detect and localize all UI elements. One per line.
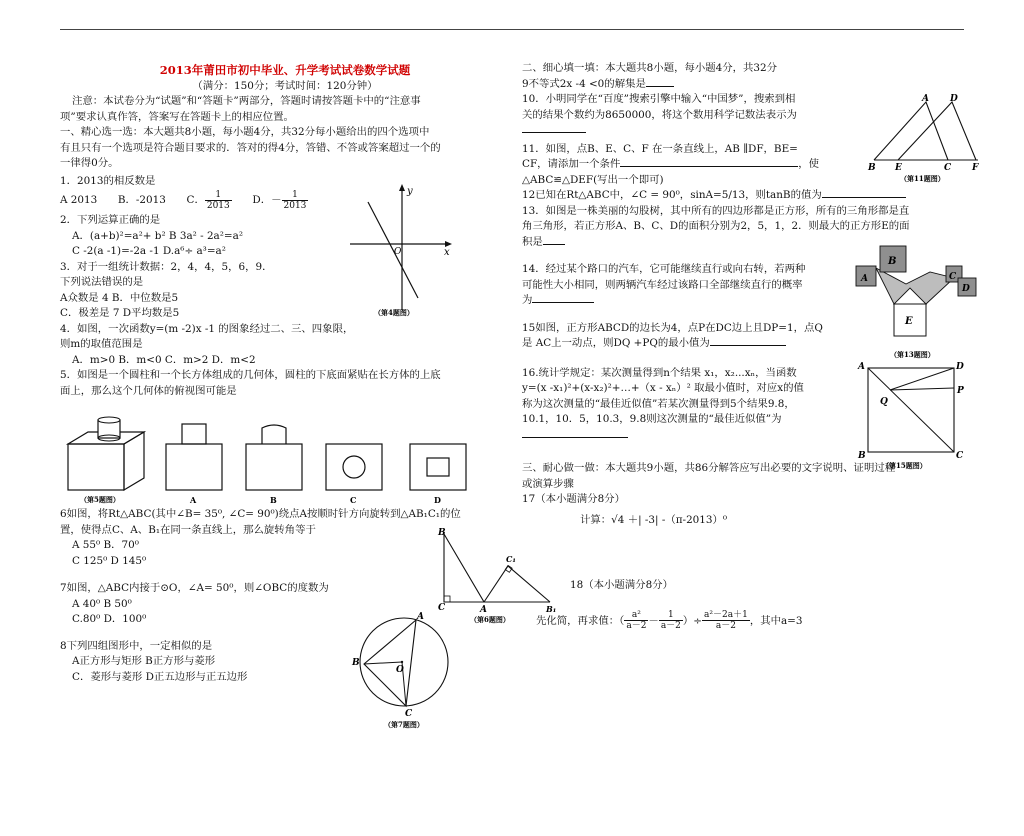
q13-line-1: 13．如图是一株美丽的勾股树，其中所有的四边形都是正方形，所有的三角形都是直: [522, 204, 910, 217]
fig4-label-y: y: [407, 186, 413, 197]
fig11-label-a: A: [922, 94, 929, 104]
fig5-label-d: D: [434, 495, 441, 505]
figure-q4: [340, 182, 460, 318]
q7-options-ab: A 40⁰ B 50⁰: [72, 597, 132, 610]
q2-stem: 2．下列运算正确的是: [60, 214, 161, 226]
q18-heading: 18（本小题满分8分）: [570, 579, 673, 591]
fig4-label-x: x: [444, 247, 450, 258]
fig15-label-c: C: [956, 451, 964, 461]
q1-option-d: D．－: [252, 194, 282, 206]
q6-stem-1: 6如图，将Rt△ABC(其中∠B= 35⁰, ∠C= 90⁰)绕点A按顺时针方向旋转到△AB₁C₁的位: [60, 508, 461, 520]
q7-stem: 7如图，△ABC内接于⊙O，∠A= 50⁰，则∠OBC的度数为: [60, 582, 329, 594]
q8-stem: 8下列四组图形中，一定相似的是: [60, 639, 213, 652]
q3-options-cd: C．极差是 7 D平均数是5: [60, 307, 180, 319]
q13-blank: [543, 244, 565, 245]
q14-blank: [532, 302, 594, 303]
fig5-caption: （第5题图）: [80, 495, 120, 504]
section3-line-2: 或演算步骤: [522, 477, 574, 490]
q17-heading: 17（本小题满分8分）: [522, 493, 625, 505]
fig11-label-d: D: [950, 94, 958, 104]
q15-line-2: 是 AC上一动点，则DQ +PQ的最小值为: [522, 336, 967, 352]
q8-options-ab: A正方形与矩形 B正方形与菱形: [72, 655, 216, 667]
q13-line-3: 积是: [522, 235, 967, 251]
fig15-label-p: P: [957, 386, 964, 396]
q18-fraction-2: $\frac{1}{a-2}$: [660, 610, 681, 631]
fig13-caption: （第13题图）: [890, 350, 935, 359]
q11-line-3: △ABC≌△DEF(写出一个即可): [522, 173, 664, 186]
q9-text: 9不等式2x -4 <0的解集是: [522, 77, 967, 93]
section1-line-1: 一、精心选一选：本大题共8小题，每小题4分，共32分每小题给出的四个选项中: [60, 126, 430, 138]
fig7-label-o: O: [396, 665, 404, 675]
fig5-label-c: C: [350, 495, 357, 505]
q18-expression: 先化简，再求值：（ $\frac{\text{a²}}{a-2}$ － $\frac{1}{a-2}$ ）÷ $\frac{\text{a²－2a＋1}}{a-2}$ ，其中a=3: [536, 610, 803, 631]
q15-blank: [710, 345, 786, 346]
fig7-label-c: C: [405, 709, 413, 719]
figure-q15: [856, 360, 968, 472]
fig6-label-c: C: [438, 603, 446, 613]
fig7-label-a: A: [417, 612, 424, 622]
q4-stem-2: 则m的取值范围是: [60, 338, 143, 350]
fig15-label-a: A: [858, 362, 865, 372]
q3-stem-1: 3．对于一组统计数据：2，4，4，5，6，9．: [60, 260, 273, 273]
q1-option-b: B．-2013: [117, 194, 166, 206]
fig13-label-d: D: [962, 284, 970, 294]
figure-q7: [350, 608, 460, 730]
fig11-label-f: F: [972, 163, 979, 173]
q9-blank: [646, 86, 674, 87]
fig13-label-c: C: [949, 272, 957, 282]
q16-line-2: y=(x -x₁)²+(x-x₂)²+…+（x - xₙ）² 取最小值时，对应x的值: [522, 382, 804, 394]
section2-heading: 二、细心填一填：本大题共8小题，每小题4分，共32分: [522, 62, 778, 74]
fig6-label-c1: C₁: [506, 554, 516, 564]
q13-line-2: 角三角形，若正方形A、B、C、D的面积分别为2，5，1，2．则最大的正方形E的面: [522, 220, 910, 232]
header-rule: [60, 29, 964, 30]
fig15-caption: （第15题图）: [882, 461, 927, 470]
q10-line-2: 关的结果个数约为8650000，将这个数用科学记数法表示为: [522, 108, 797, 121]
fig15-label-b: B: [858, 451, 866, 461]
q1-option-a: A 2013: [60, 194, 98, 206]
fig5-label-a: A: [190, 495, 197, 505]
fig11-caption: （第11题图）: [900, 174, 945, 183]
q2-options-ab: A．(a+b)²=a²+ b² B 3a² - 2a²=a²: [72, 229, 243, 242]
q16-blank: [522, 437, 628, 438]
q6-stem-2: 置，使得点C、A、B₁在同一条直线上，那么旋转角等于: [60, 523, 316, 536]
exam-title: 2013年莆田市初中毕业、升学考试试卷数学试题: [159, 63, 411, 77]
q12-text: 12已知在Rt△ABC中，∠C = 90⁰，sinA=5/13，则tanB的值为: [522, 188, 967, 204]
fig6-caption: （第6题图）: [470, 615, 510, 624]
q16-line-4: 10.1，10．5，10.3，9.8则这次测量的“最佳近似值”为: [522, 413, 782, 425]
q1-option-c-fraction: $\frac{1}{2013}$: [206, 189, 230, 211]
fig7-caption: （第7题图）: [384, 720, 424, 729]
q18-fraction-1: $\frac{\text{a²}}{a-2}$: [626, 610, 647, 631]
q14-line-1: 14．经过某个路口的汽车，它可能继续直行或向右转，若两种: [522, 263, 806, 275]
q16-line-1: 16.统计学规定：某次测量得到n个结果 x₁，x₂...xₙ，当函数: [522, 366, 797, 379]
exam-subtitle: （满分：150分；考试时间：120分钟）: [192, 79, 378, 92]
q18-fraction-3: $\frac{\text{a²－2a＋1}}{a-2}$: [704, 610, 748, 631]
fig13-label-a: A: [861, 274, 868, 284]
q4-options: A．m>0 B．m<0 C．m>2 D．m<2: [72, 353, 256, 366]
q14-line-3: 为: [522, 293, 967, 309]
q11-line-1: 11．如图，点B、E、C、F 在一条直线上，AB ∥DF，BE=: [522, 142, 798, 155]
q1-stem: 1．2013的相反数是: [60, 174, 156, 187]
q14-line-2: 可能性大小相同，则两辆汽车经过该路口全部继续直行的概率: [522, 278, 803, 291]
fig11-label-b: B: [868, 163, 876, 173]
fig7-label-b: B: [352, 658, 360, 668]
q10-line-1: 10．小明同学在“百度”搜索引擎中输入“中国梦”，搜索到相: [522, 93, 796, 105]
q17-calc: 计算：√4 ＋| -3| -（π-2013）⁰: [580, 513, 728, 526]
section1-line-3: 一律得0分。: [60, 157, 119, 169]
fig13-label-e: E: [905, 316, 913, 327]
fig15-label-q: Q: [880, 397, 888, 407]
figure-q11: [864, 92, 988, 184]
q10-blank: [522, 132, 586, 133]
fig6-label-a: A: [480, 605, 487, 615]
fig4-label-o: O: [394, 247, 402, 257]
q4-stem-1: 4．如图，一次函数y=(m -2)x -1 的图象经过二、三、四象限，: [60, 322, 354, 335]
figure-q5: [62, 414, 482, 506]
q7-options-cd: C.80⁰ D．100⁰: [72, 613, 147, 625]
notice-line-2: 项”要求认真作答，答案写在答题卡上的相应位置。: [60, 110, 294, 123]
q11-line-2: CF，请添加一个条件 ，使: [522, 158, 820, 170]
figure-q13: [850, 240, 980, 362]
fig11-label-e: E: [895, 163, 902, 173]
fig6-label-b: B: [438, 528, 446, 538]
q6-options-ab: A 55⁰ B．70⁰: [72, 539, 139, 551]
notice-line-1: 注意：本试卷分为“试题”和“答题卡”两部分，答题时请按答题卡中的“注意事: [72, 95, 421, 107]
q15-line-1: 15如图，正方形ABCD的边长为4，点P在DC边上且DP=1，点Q: [522, 321, 823, 334]
q5-stem-1: 5．如图是一个圆柱和一个长方体组成的几何体，圆柱的下底面紧贴在长方体的上底: [60, 369, 441, 381]
section1-line-2: 有且只有一个选项是符合题目要求的．答对的得4分，答错、不答或答案超过一个的: [60, 141, 441, 154]
fig5-label-b: B: [270, 495, 277, 505]
fig15-label-d: D: [956, 362, 964, 372]
q12-blank: [822, 197, 906, 198]
q1-option-d-fraction: $\frac{1}{2013}$: [283, 189, 307, 211]
q8-options-cd: C．菱形与菱形 D正五边形与正五边形: [72, 670, 248, 683]
q5-stem-2: 面上，那么这个几何体的俯视图可能是: [60, 384, 237, 397]
q2-options-cd: C -2(a -1)=-2a -1 D.a⁶÷ a³=a²: [72, 245, 226, 257]
fig13-label-b: B: [888, 256, 897, 267]
fig11-label-c: C: [944, 163, 952, 173]
fig4-caption: （第4题图）: [374, 308, 414, 317]
q6-options-cd: C 125⁰ D 145⁰: [72, 554, 147, 567]
q16-line-3: 称为这次测量的“最佳近似值”若某次测量得到5个结果9.8，: [522, 397, 795, 410]
section3-line-1: 三、耐心做一做：本大题共9小题，共86分解答应写出必要的文字说明、证明过程: [522, 462, 896, 474]
fig6-label-b1: B₁: [546, 604, 557, 614]
q3-stem-2: 下列说法错误的是: [60, 276, 144, 288]
q3-options-ab: A众数是 4 B．中位数是5: [60, 291, 179, 304]
q1-option-c: C．: [186, 194, 205, 206]
q11-blank: [620, 166, 798, 167]
